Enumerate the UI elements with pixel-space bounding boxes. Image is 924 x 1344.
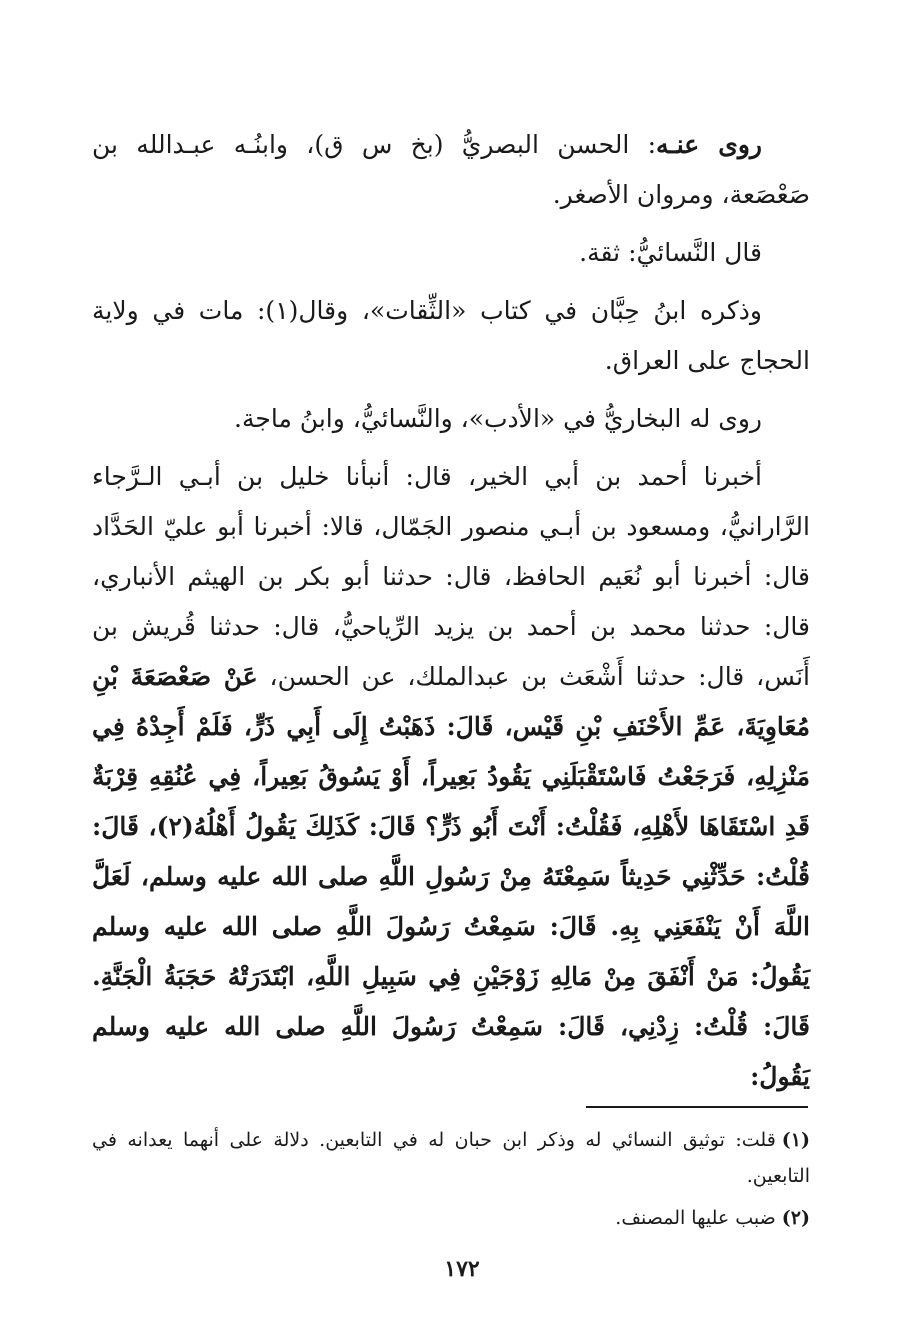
paragraph-narrators xyxy=(92,120,810,220)
footnote-number: (٢) xyxy=(781,1207,810,1229)
hadith-text: عَنْ صَعْصَعَةَ بْنِ مُعَاوِيَةَ، عَمِّ الأَحْنَفِ بْنِ قَيْس، قَالَ: ذَهَبْتُ إِلَى أَبِي ذَرٍّ، فَلَمْ أَجِدْهُ فِي مَنْزِلِهِ، فَرَجَعْتُ فَاسْتَقْبَلَنِي يَقُودُ بَعِيراً، أَوْ يَسُوقُ بَعِيراً، فِي عُنُقِهِ قِرْبَةٌ قَدِ اسْتَقَاهَا لأَهْلِهِ، فَقُلْتُ: أَنْتَ أَبُو ذَرٍّ؟ قَالَ: كَذَلِكَ يَقُولُ أَهْلُهُ(٢)، قَالَ: قُلْتُ: حَدِّثْنِي حَدِيثاً سَمِعْتَهُ مِنْ رَسُولِ اللَّهِ صلى الله عليه وسلم، لَعَلَّ اللَّهَ أَنْ يَنْفَعَنِي بِهِ. قَالَ: سَمِعْتُ رَسُولَ اللَّهِ صلى الله عليه وسلم يَقُولُ: مَنْ أَنْفَقَ مِنْ مَالِهِ زَوْجَيْنِ فِي سَبِيلِ اللَّهِ، ابْتَدَرَتْهُ حَجَبَةُ الْجَنَّةِ. قَالَ: قُلْتُ: زِدْنِي، قَالَ: سَمِعْتُ رَسُولَ اللَّهِ صلى الله عليه وسلم يَقُولُ: xyxy=(92,662,810,1091)
footnote-1 xyxy=(92,1122,810,1194)
footnotes xyxy=(92,1122,810,1242)
footnote-2 xyxy=(92,1200,810,1236)
paragraph-narrators-text: : الحسن البصريُّ (بخ س ق)، وابنُـه عبـدالله بن صَعْصَعة، ومروان الأصغر. xyxy=(92,130,810,209)
lead-phrase: روى عنـه xyxy=(656,130,762,159)
paragraph-nasai: قال النَّسائيُّ: ثقة. xyxy=(579,238,762,267)
footnote-divider xyxy=(586,1106,808,1108)
footnote-text: قلت: توثيق النسائي له وذكر ابن حبان له في التابعين. دلالة على أنهما يعدانه في التابعين. xyxy=(92,1129,810,1187)
page-number: ١٧٢ xyxy=(444,1256,480,1282)
paragraph-hadith xyxy=(92,452,810,1102)
paragraph-narrated-by: روى له البخاريُّ في «الأدب»، والنَّسائيُّ، وابنُ ماجة. xyxy=(234,404,762,433)
main-text xyxy=(92,120,810,1102)
paragraph-ibn-hibban: وذكره ابنُ حِبَّان في كتاب «الثِّقات»، وقال(١): مات في ولاية الحجاج على العراق. xyxy=(92,296,810,375)
isnad-text: أخبرنا أحمد بن أبي الخير، قال: أنبأنا خليل بن أبـي الـرَّجاء الرَّارانيُّ، ومسعود بن أبـي منصور الجَمّال، قالا: أخبرنا أبو عليّ الحَدَّاد قال: أخبرنا أبو نُعَيم الحافظ، قال: حدثنا أبو بكر بن الهيثم الأنباري، قال: حدثنا محمد بن أحمد بن يزيد الرِّياحيُّ، قال: حدثنا قُريش بن أَنَس، قال: حدثنا أَشْعَث بن عبدالملك، عن الحسن، xyxy=(92,462,810,691)
footnote-text: ضبب عليها المصنف. xyxy=(615,1207,776,1229)
footnote-number: (١) xyxy=(781,1129,810,1151)
